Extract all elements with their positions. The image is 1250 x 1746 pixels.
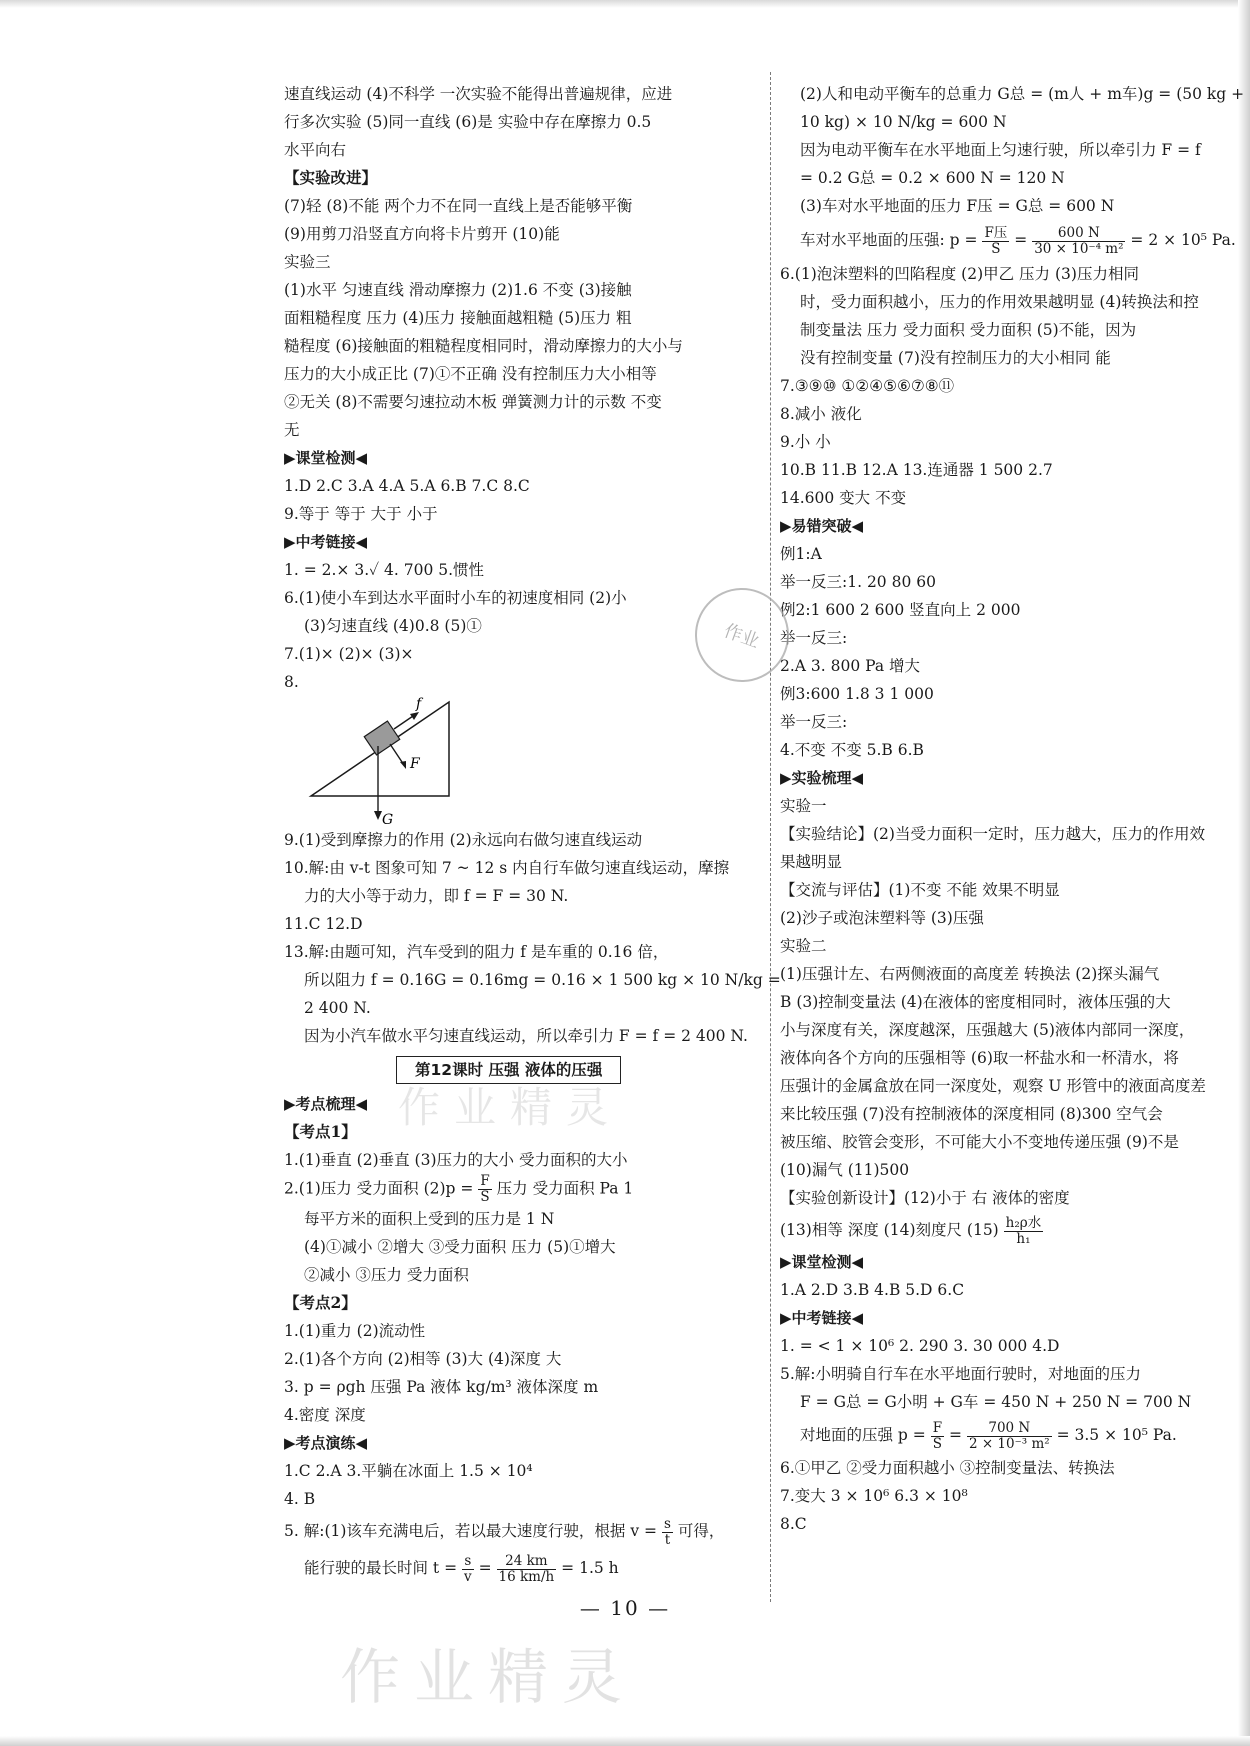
denominator: h₁ [1016,1230,1031,1247]
text-line: (9)用剪刀沿竖直方向将卡片剪开 (10)能 [284,225,560,243]
section-heading: ▶实验梳理◀ [780,769,864,787]
text-span: = [949,1426,963,1444]
text-line: ②减小 ③压力 受力面积 [304,1266,469,1284]
fraction [462,1554,474,1585]
text-line: 13.解:由题可知，汽车受到的阻力 f 是车重的 0.16 倍， [284,943,669,961]
text-line: 【实验结论】(2)当受力面积一定时，压力越大，压力的作用效 [780,825,1205,843]
denominator: S [991,240,1001,257]
text-line: (3)匀速直线 (4)0.8 (5)① [304,617,482,635]
label-F: F [410,756,420,772]
section-heading: ▶易错突破◀ [780,517,864,535]
text-line: 实验三 [284,253,331,271]
text-line: 【交流与评估】(1)不变 不能 效果不明显 [780,881,1060,899]
text-line: F = G总 = G小明 + G车 = 450 N + 250 N = 700 N [800,1393,1192,1411]
section-heading: ▶课堂检测◀ [284,449,368,467]
text-line: 7.变大 3 × 10⁶ 6.3 × 10⁸ [780,1487,968,1505]
text-line: 例1:A [780,545,822,563]
section-heading: 【实验改进】 [284,168,378,187]
text-line: ②无关 (8)不需要匀速拉动木板 弹簧测力计的示数 不变 [284,393,662,411]
text-line: 2.(1)各个方向 (2)相等 (3)大 (4)深度 大 [284,1350,562,1368]
text-line: 14.600 变大 不变 [780,489,907,507]
text-line: 1. = < 1 × 10⁶ 2. 290 3. 30 000 4.D [780,1337,1060,1355]
text-span: 2.(1)压力 受力面积 (2)p = [284,1179,474,1198]
text-line: 9.小 小 [780,433,831,451]
text-line: 没有控制变量 (7)没有控制压力的大小相同 能 [800,349,1111,367]
gravity-arrowhead [374,811,382,820]
incline-force-diagram [284,696,762,826]
text-line: 11.C 12.D [284,915,363,933]
fraction [1004,1216,1044,1247]
friction-arrowhead [410,712,419,720]
text-line: 1. = 2.× 3.✓ 4. 700 5.惯性 [284,561,485,579]
text-line: 无 [284,421,300,439]
text-span: = [478,1559,492,1577]
text-line: 小与深度有关，深度越深，压强越大 (5)液体内部同一深度， [780,1021,1195,1039]
text-line: B (3)控制变量法 (4)在液体的密度相同时，液体压强的大 [780,993,1171,1011]
text-line: 10.解:由 v-t 图象可知 7 ~ 12 s 内自行车做匀速直线运动，摩擦 [284,859,730,877]
text-line: 6.①甲乙 ②受力面积越小 ③控制变量法、转换法 [780,1459,1115,1477]
text-line: 实验一 [780,797,827,815]
section-heading: ▶中考链接◀ [284,533,368,551]
text-line: 1.C 2.A 3.平躺在冰面上 1.5 × 10⁴ [284,1462,533,1480]
text-line: 9.等于 等于 大于 小于 [284,505,438,523]
text-span: = 3.5 × 10⁵ Pa. [1056,1426,1177,1444]
text-line: 8.C [780,1515,807,1533]
text-line: (1)水平 匀速直线 滑动摩擦力 (2)1.6 不变 (3)接触 [284,281,632,299]
text-span: (13)相等 深度 (14)刻度尺 (15) [780,1221,999,1239]
text-line: 1.D 2.C 3.A 4.A 5.A 6.B 7.C 8.C [284,477,530,495]
text-line: 1.(1)重力 (2)流动性 [284,1322,426,1340]
formula-line [284,1549,762,1587]
text-line: 1.(1)垂直 (2)垂直 (3)压力的大小 受力面积的大小 [284,1151,628,1169]
fraction [967,1421,1052,1452]
denominator: S [932,1435,943,1452]
section-heading: ▶课堂检测◀ [780,1253,864,1271]
text-line: 实验二 [780,937,827,955]
text-line: 2 400 N. [304,999,371,1017]
denominator: 2 × 10⁻³ m² [968,1435,1050,1452]
text-line: 时，受力面积越小，压力的作用效果越明显 (4)转换法和控 [800,293,1199,311]
text-span: 压力 受力面积 Pa 1 [496,1179,634,1198]
text-line: 4.密度 深度 [284,1406,366,1424]
fraction [497,1554,557,1585]
denominator: t [664,1531,671,1548]
right-column [780,80,1245,1538]
text-line: 举一反三: [780,713,848,731]
formula-line [780,1212,1242,1248]
text-span: 对地面的压强 p = [800,1426,926,1444]
formula-line [780,1416,1242,1454]
watermark-bottom: 作业精灵 [340,1643,636,1713]
text-line: 例3:600 1.8 3 1 000 [780,685,934,703]
page-edge-bottom [0,1736,1250,1746]
text-line: 【实验创新设计】(12)小于 右 液体的密度 [780,1189,1070,1207]
fraction [662,1517,673,1548]
text-line: 1.A 2.D 3.B 4.B 5.D 6.C [780,1281,965,1299]
text-line: = 0.2 G总 = 0.2 × 600 N = 120 N [800,169,1065,187]
text-line: 所以阻力 f = 0.16G = 0.16mg = 0.16 × 1 500 kg × 10 N/kg = [304,971,781,989]
text-line: 果越明显 [780,853,843,871]
numerator: F压 [984,224,1008,241]
text-line: (10)漏气 (11)500 [780,1161,910,1179]
text-line: 4.不变 不变 5.B 6.B [780,741,924,759]
section-heading: ▶考点演练◀ [284,1434,368,1452]
text-line: 7.③⑨⑩ ①②④⑤⑥⑦⑧⑪ [780,377,955,395]
text-line: 速直线运动 (4)不科学 一次实验不能得出普遍规律，应进 [284,85,673,103]
text-line: 制变量法 压力 受力面积 受力面积 (5)不能，因为 [800,321,1137,339]
text-line: 5.解:小明骑自行车在水平地面行驶时，对地面的压力 [780,1365,1142,1383]
formula-line [780,220,1242,260]
text-line: 来比较压强 (7)没有控制液体的深度相同 (8)300 空气会 [780,1105,1163,1123]
page-number: — 10 — [579,1596,671,1620]
text-line: (4)①减小 ②增大 ③受力面积 压力 (5)①增大 [304,1238,616,1256]
formula-line [284,1174,762,1205]
numerator: h₂ρ水 [1005,1214,1042,1231]
text-line: (1)压强计左、右两侧液面的高度差 转换法 (2)探头漏气 [780,965,1160,983]
fraction [931,1421,944,1452]
text-line: 力的大小等于动力，即 f = F = 30 N. [304,887,569,905]
watermark-stamp: 作业 [682,575,802,695]
text-line: 6.(1)使小车到达水平面时小车的初速度相同 (2)小 [284,589,627,607]
text-line: 8. [284,673,299,691]
numerator: s [663,1515,671,1532]
section-heading: ▶中考链接◀ [780,1309,864,1327]
text-line: 4. B [284,1490,316,1508]
text-line: 举一反三: [780,629,848,647]
formula-line [284,1513,762,1549]
text-span: = [1014,231,1028,249]
fraction [982,226,1009,257]
pressure-arrowhead [400,761,406,769]
numerator: F [932,1419,943,1436]
label-G: G [382,812,394,826]
text-line: 糙程度 (6)接触面的粗糙程度相同时，滑动摩擦力的大小与 [284,337,683,355]
text-line: 水平向右 [284,141,347,159]
lesson-title: 第12课时 压强 液体的压强 [396,1056,621,1084]
text-line: (2)沙子或泡沫塑料等 (3)压强 [780,909,984,927]
page-edge-top [0,0,1250,8]
incline-svg [284,696,584,826]
text-line: 因为小汽车做水平匀速直线运动，所以牵引力 F = f = 2 400 N. [304,1027,748,1045]
text-line: 行多次实验 (5)同一直线 (6)是 实验中存在摩擦力 0.5 [284,113,652,131]
text-line: 面粗糙程度 压力 (4)压力 接触面越粗糙 (5)压力 粗 [284,309,632,327]
text-line: 举一反三:1. 20 80 60 [780,573,936,591]
section-heading: ▶考点梳理◀ [284,1095,368,1113]
numerator: F [480,1173,490,1189]
text-line: (2)人和电动平衡车的总重力 G总 = (m人 + m车)g = (50 kg + [800,85,1245,103]
subsection-heading: 【考点2】 [284,1293,357,1312]
denominator: S [480,1189,490,1205]
text-line: 8.减小 液化 [780,405,862,423]
text-span: 可得， [677,1522,725,1540]
text-line: 压力的大小成正比 (7)①不正确 没有控制压力大小相等 [284,365,657,383]
numerator: s [462,1554,474,1570]
text-line: 7.(1)× (2)× (3)× [284,645,414,663]
text-line: 因为电动平衡车在水平地面上匀速行驶，所以牵引力 F = f [800,141,1201,159]
denominator: v [464,1568,472,1585]
text-line: 6.(1)泡沫塑料的凹陷程度 (2)甲乙 压力 (3)压力相同 [780,265,1139,283]
text-span: = 1.5 h [561,1559,619,1577]
numerator: 600 N [1032,226,1125,242]
column-divider [770,72,771,1602]
fraction [478,1174,491,1205]
text-line: 压强计的金属盒放在同一深度处，观察 U 形管中的液面高度差 [780,1077,1206,1095]
text-line: 每平方米的面积上受到的压力是 1 N [304,1210,555,1228]
denominator: 30 × 10⁻⁴ m² [1034,240,1124,257]
text-line: 10.B 11.B 12.A 13.连通器 1 500 2.7 [780,461,1053,479]
text-line: 2.A 3. 800 Pa 增大 [780,657,921,675]
text-line: 3. p = ρgh 压强 Pa 液体 kg/m³ 液体深度 m [284,1378,599,1396]
left-column [284,80,781,1587]
fraction [1032,226,1125,257]
text-line: (3)车对水平地面的压力 F压 = G总 = 600 N [800,197,1115,215]
text-line: 9.(1)受到摩擦力的作用 (2)永远向右做匀速直线运动 [284,831,643,849]
text-span: = 2 × 10⁵ Pa. [1130,231,1236,249]
numerator: 24 km [497,1554,557,1570]
watermark-mid: 作业精灵 [398,1083,623,1132]
label-f: f [416,696,422,712]
text-line: (7)轻 (8)不能 两个力不在同一直线上是否能够平衡 [284,197,633,215]
text-span: 车对水平地面的压强: p = [800,231,978,249]
text-span: 能行驶的最长时间 t = [304,1559,458,1577]
text-line: 例2:1 600 2 600 竖直向上 2 000 [780,601,1021,619]
subsection-heading: 【考点1】 [284,1122,357,1141]
text-line: 被压缩、胶管会变形，不可能大小不变地传递压强 (9)不是 [780,1133,1179,1151]
text-line: 液体向各个方向的压强相等 (6)取一杯盐水和一杯清水，将 [780,1049,1179,1067]
denominator: 16 km/h [498,1568,555,1585]
text-span: 5. 解:(1)该车充满电后，若以最大速度行驶，根据 v = [284,1522,657,1540]
text-line: 10 kg) × 10 N/kg = 600 N [800,113,1007,131]
numerator: 700 N [967,1421,1052,1437]
